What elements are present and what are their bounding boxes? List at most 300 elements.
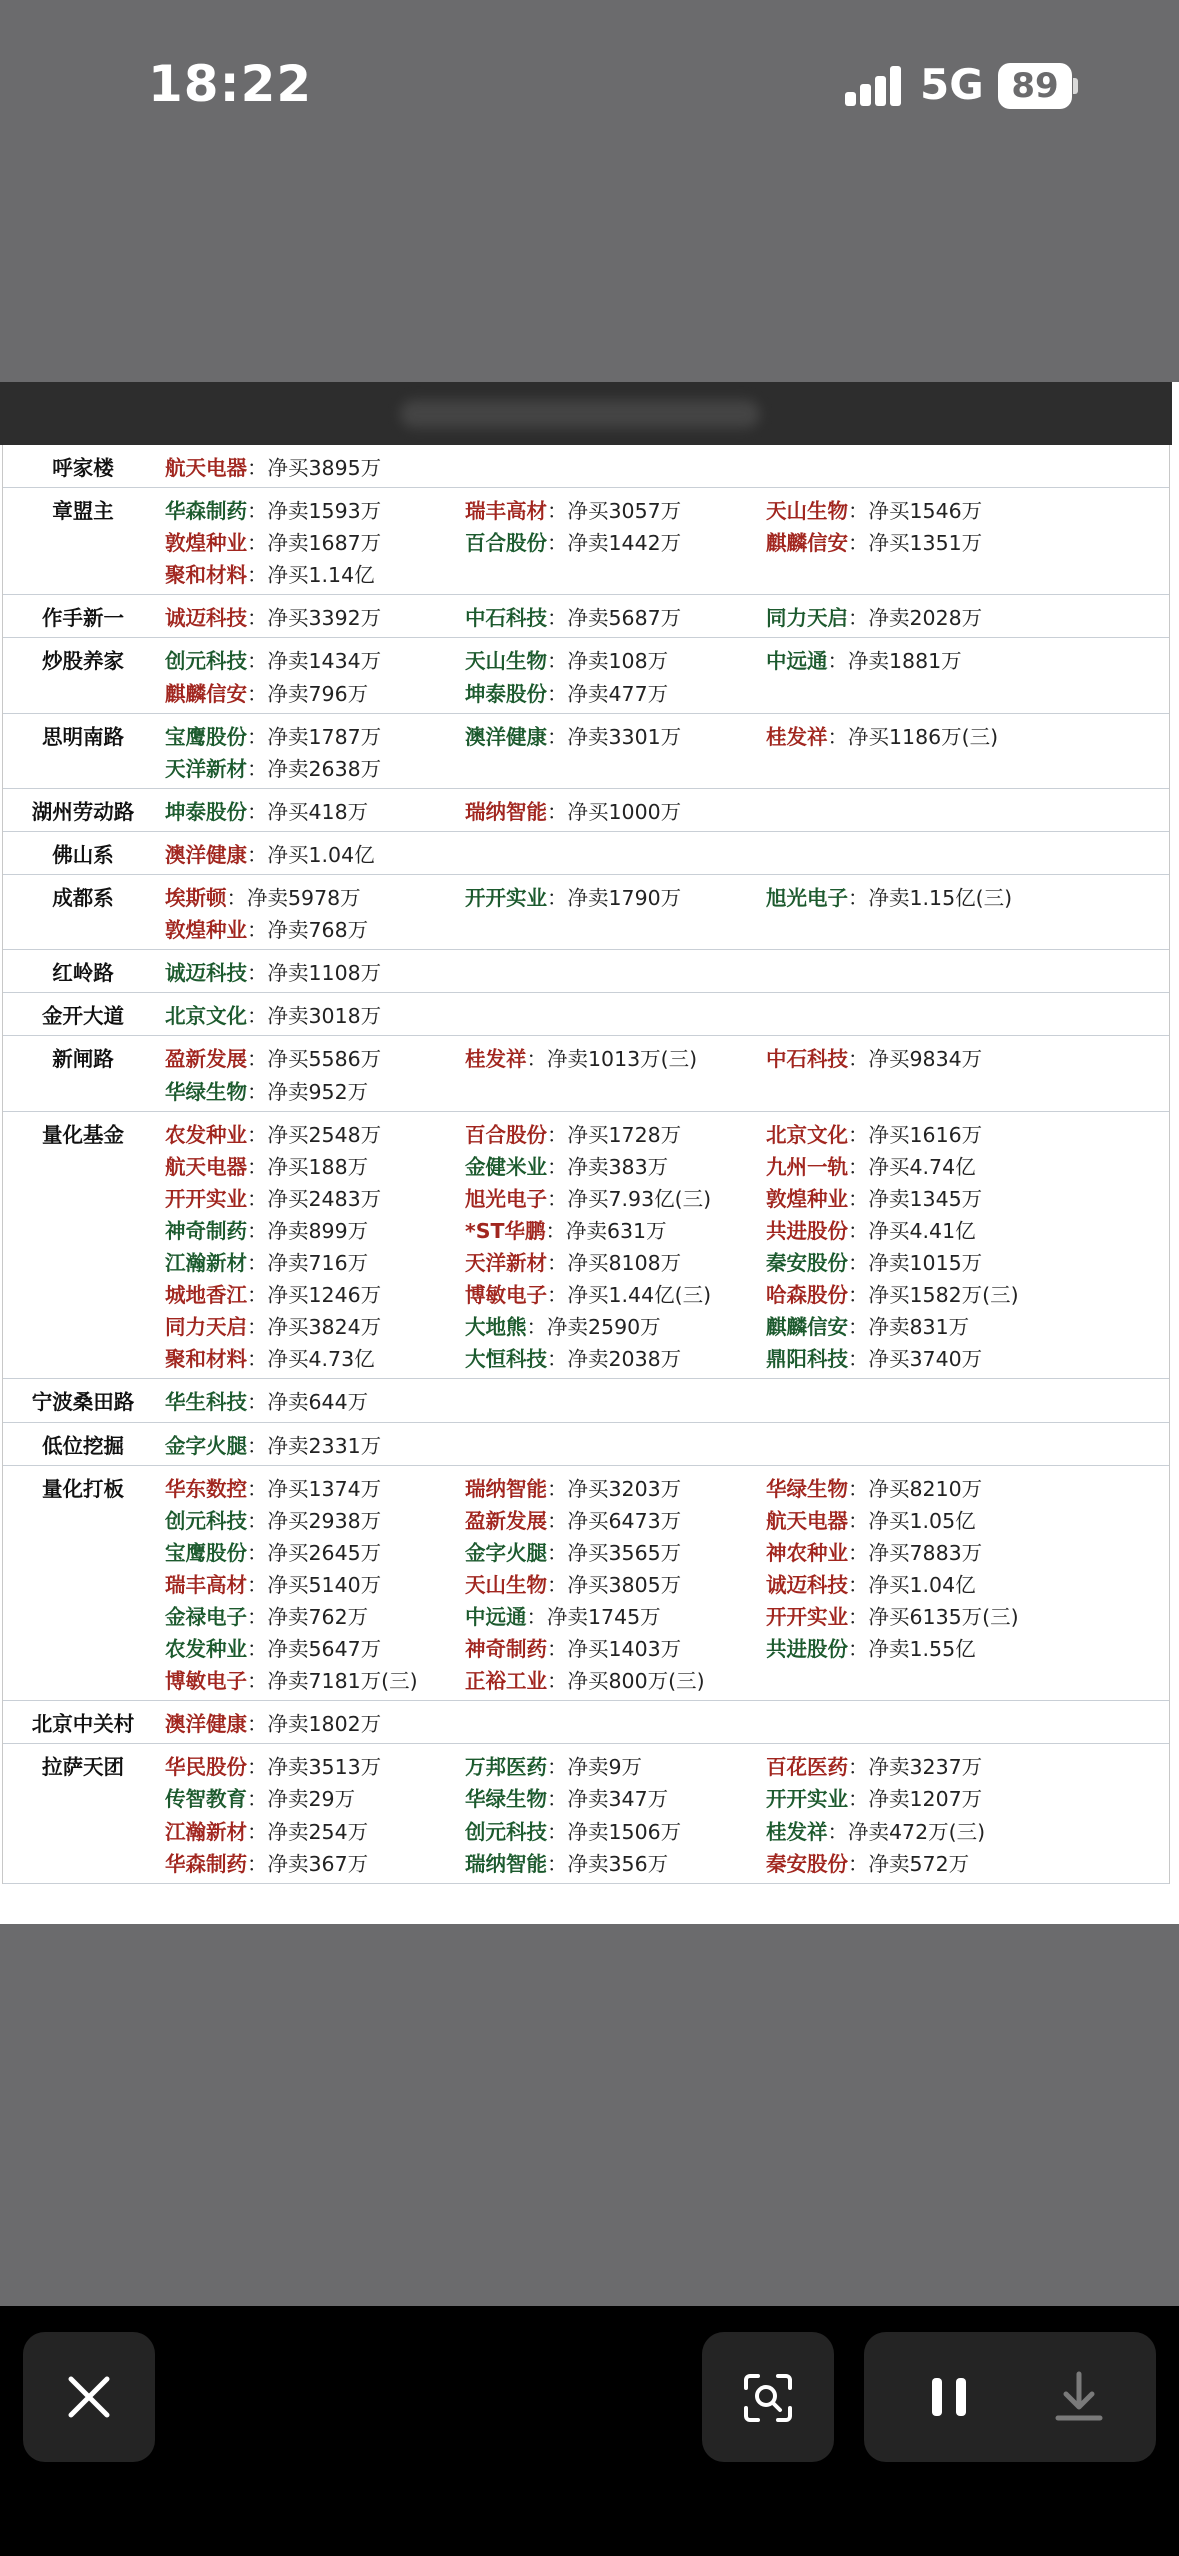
stock-name: 桂发祥 — [766, 724, 828, 749]
table-row — [3, 714, 1169, 789]
stock-entry — [465, 1278, 711, 1308]
separator: ： — [247, 1390, 268, 1415]
stock-name: 桂发祥 — [465, 1047, 527, 1072]
net-value: 净买3392万 — [267, 606, 382, 631]
net-value: 净卖1442万 — [567, 531, 682, 556]
stock-name: 瑞纳智能 — [465, 1476, 547, 1501]
separator: ： — [247, 1047, 268, 1072]
battery-level: 89 — [1011, 66, 1059, 106]
separator: ： — [247, 1787, 268, 1812]
net-value: 净买1186万(三) — [848, 724, 999, 749]
stock-name: 桂发祥 — [766, 1819, 828, 1844]
group-name: 金开大道 — [42, 1004, 124, 1029]
net-value: 净买1.44亿(三) — [567, 1283, 712, 1308]
stock-entry — [165, 1707, 381, 1737]
net-value: 净卖1790万 — [567, 886, 682, 911]
stock-entry — [465, 1568, 681, 1598]
separator: ： — [547, 1476, 568, 1501]
separator: ： — [848, 1604, 869, 1629]
stock-entry — [165, 1664, 418, 1694]
net-value: 净买1.04亿 — [868, 1572, 976, 1597]
net-value: 净卖347万 — [567, 1787, 669, 1812]
stock-name: 天山生物 — [465, 1572, 547, 1597]
pause-icon — [914, 2362, 984, 2432]
net-value: 净卖716万 — [267, 1251, 369, 1275]
stock-name: 瑞丰高材 — [465, 499, 547, 524]
stock-name: 百合股份 — [465, 531, 547, 556]
stock-entry — [165, 1600, 368, 1630]
separator: ： — [827, 724, 848, 749]
separator: ： — [545, 1218, 566, 1243]
stock-name: 开开实业 — [165, 1186, 247, 1211]
net-value: 净买2483万 — [267, 1186, 382, 1211]
separator: ： — [848, 1540, 869, 1565]
stock-name: 鼎阳科技 — [766, 1347, 848, 1372]
net-value: 净买7.93亿(三) — [567, 1186, 712, 1211]
table-row — [3, 1701, 1169, 1744]
stock-entry — [766, 1042, 982, 1072]
stock-name: 大地熊 — [465, 1315, 527, 1340]
group-name: 成都系 — [52, 886, 114, 911]
stock-entry — [465, 720, 681, 750]
stock-entry — [766, 1214, 976, 1244]
stock-name: 博敏电子 — [165, 1669, 247, 1694]
separator: ： — [848, 1637, 869, 1662]
stock-name: 华绿生物 — [465, 1787, 547, 1812]
net-value: 净买9834万 — [868, 1047, 983, 1072]
stock-name: 秦安股份 — [766, 1851, 848, 1876]
stock-entry — [465, 1600, 661, 1630]
stock-entry — [165, 1214, 368, 1244]
separator: ： — [547, 1669, 568, 1694]
group-name: 低位挖掘 — [42, 1433, 124, 1458]
stock-entry — [465, 1504, 681, 1534]
net-value: 净买3805万 — [567, 1572, 682, 1597]
separator: ： — [547, 1637, 568, 1662]
stock-entry — [465, 1782, 668, 1812]
download-button[interactable] — [1044, 2362, 1114, 2432]
stock-entry — [165, 601, 381, 631]
stock-name: 创元科技 — [165, 649, 247, 674]
separator: ： — [247, 456, 268, 480]
net-value: 净买8108万 — [567, 1251, 682, 1275]
stock-name: 中远通 — [766, 649, 828, 674]
net-value: 净卖768万 — [267, 918, 369, 943]
group-name: 红岭路 — [52, 961, 114, 986]
stock-entry — [465, 677, 668, 707]
stock-name: 金字火腿 — [465, 1540, 547, 1565]
stock-name: 航天电器 — [165, 1154, 247, 1179]
separator: ： — [226, 886, 247, 911]
stock-name: 航天电器 — [766, 1508, 848, 1533]
group-name: 量化基金 — [42, 1122, 124, 1147]
stock-name: 坤泰股份 — [165, 799, 247, 824]
stock-entry — [465, 881, 681, 911]
stock-name: 哈森股份 — [766, 1283, 848, 1308]
separator: ： — [247, 1283, 268, 1308]
stock-name: 瑞纳智能 — [465, 1851, 547, 1876]
separator: ： — [848, 1787, 869, 1812]
stock-name: 旭光电子 — [766, 886, 848, 911]
table-row — [3, 1036, 1169, 1111]
separator: ： — [547, 681, 568, 706]
separator: ： — [247, 1669, 268, 1694]
stock-entry — [766, 644, 962, 674]
stock-name: 华绿生物 — [165, 1079, 247, 1104]
stock-entry — [465, 1342, 681, 1372]
stock-name: 瑞纳智能 — [465, 799, 547, 824]
net-value: 净买5586万 — [267, 1047, 382, 1072]
separator: ： — [526, 1315, 547, 1340]
stock-name: 博敏电子 — [465, 1283, 547, 1308]
stock-entry — [165, 1385, 368, 1415]
separator: ： — [848, 1186, 869, 1211]
stock-entry — [165, 677, 368, 707]
group-name: 佛山系 — [52, 842, 114, 867]
separator: ： — [247, 1251, 268, 1275]
separator: ： — [247, 1604, 268, 1629]
net-value: 净卖5978万 — [247, 886, 361, 911]
net-value: 净买1728万 — [567, 1122, 682, 1147]
stock-entry — [165, 1472, 381, 1502]
stock-entry — [465, 1150, 668, 1180]
stock-name: 澳洋健康 — [165, 1712, 247, 1737]
net-value: 净买6473万 — [567, 1508, 682, 1533]
stock-name: 金健米业 — [465, 1154, 547, 1179]
net-value: 净卖254万 — [267, 1819, 369, 1844]
stock-name: 聚和材料 — [165, 1347, 247, 1372]
separator: ： — [526, 1047, 547, 1072]
close-button[interactable] — [23, 2332, 155, 2462]
stock-entry — [465, 601, 681, 631]
net-value: 净卖472万(三) — [848, 1819, 986, 1844]
group-name: 新闸路 — [52, 1047, 114, 1072]
separator: ： — [848, 1218, 869, 1243]
stock-entry — [165, 1342, 375, 1372]
table-row — [3, 488, 1169, 595]
stock-name: 神农种业 — [766, 1540, 848, 1565]
net-value: 净卖1345万 — [868, 1186, 983, 1211]
net-value: 净卖644万 — [267, 1390, 369, 1415]
net-value: 净卖1108万 — [267, 961, 382, 986]
stock-name: *ST华鹏 — [465, 1218, 546, 1243]
stock-name: 华森制药 — [165, 499, 247, 524]
separator: ： — [547, 1154, 568, 1179]
net-value: 净卖831万 — [868, 1315, 970, 1340]
separator: ： — [247, 499, 268, 524]
separator: ： — [827, 1819, 848, 1844]
text-scan-button[interactable] — [702, 2332, 834, 2462]
stock-entry — [165, 1632, 381, 1662]
stock-entry — [465, 1042, 697, 1072]
net-value: 净卖367万 — [267, 1851, 369, 1876]
status-time: 18:22 — [148, 55, 313, 113]
table-row — [3, 789, 1169, 832]
stock-name: 华民股份 — [165, 1755, 247, 1780]
net-value: 净卖108万 — [567, 649, 669, 674]
separator: ： — [848, 1476, 869, 1501]
separator: ： — [247, 1755, 268, 1780]
stock-entry — [465, 1246, 681, 1276]
stock-name: 天洋新材 — [165, 756, 247, 781]
stock-name: 江瀚新材 — [165, 1819, 247, 1844]
separator: ： — [247, 1004, 268, 1029]
net-value: 净卖796万 — [267, 681, 369, 706]
separator: ： — [247, 1433, 268, 1458]
stock-entry — [165, 1429, 381, 1459]
table-row — [3, 445, 1169, 488]
stock-name: 华森制药 — [165, 1851, 247, 1876]
stock-name: 航天电器 — [165, 456, 247, 480]
stock-name: 大恒科技 — [465, 1347, 547, 1372]
stock-name: 天山生物 — [766, 499, 848, 524]
stock-entry — [165, 1568, 381, 1598]
table-row — [3, 1466, 1169, 1702]
stock-name: 澳洋健康 — [465, 724, 547, 749]
separator: ： — [247, 1572, 268, 1597]
separator: ： — [247, 842, 268, 867]
separator: ： — [848, 531, 869, 556]
stock-name: 中远通 — [465, 1604, 527, 1629]
separator: ： — [247, 1154, 268, 1179]
stock-entry — [465, 494, 681, 524]
net-value: 净卖952万 — [267, 1079, 369, 1104]
net-value: 净卖3301万 — [567, 724, 682, 749]
net-value: 净卖1013万(三) — [547, 1047, 698, 1072]
separator: ： — [247, 563, 268, 588]
stock-name: 宝鹰股份 — [165, 1540, 247, 1565]
net-value: 净卖3018万 — [267, 1004, 382, 1029]
stock-name: 麒麟信安 — [766, 1315, 848, 1340]
net-value: 净买7883万 — [868, 1540, 983, 1565]
stock-name: 共进股份 — [766, 1637, 848, 1662]
separator: ： — [848, 1755, 869, 1780]
net-value: 净买3565万 — [567, 1540, 682, 1565]
net-value: 净买1616万 — [868, 1122, 983, 1147]
stock-name: 瑞丰高材 — [165, 1572, 247, 1597]
stock-name: 开开实业 — [766, 1787, 848, 1812]
group-name: 呼家楼 — [52, 456, 114, 480]
net-value: 净买3740万 — [868, 1347, 983, 1372]
net-value: 净买1246万 — [267, 1283, 382, 1308]
net-value: 净卖1687万 — [267, 531, 382, 556]
separator: ： — [848, 1851, 869, 1876]
signal-icon — [845, 66, 903, 106]
stock-entry — [165, 451, 381, 481]
playback-controls — [864, 2332, 1156, 2462]
stock-entry — [165, 526, 381, 556]
separator: ： — [547, 531, 568, 556]
stock-name: 中石科技 — [465, 606, 547, 631]
net-value: 净买4.41亿 — [868, 1218, 976, 1243]
stock-entry — [465, 526, 681, 556]
net-value: 净卖1506万 — [567, 1819, 682, 1844]
stock-entry — [165, 1278, 381, 1308]
stock-name: 北京文化 — [165, 1004, 247, 1029]
stock-entry — [165, 1118, 381, 1148]
stock-name: 创元科技 — [465, 1819, 547, 1844]
separator: ： — [247, 531, 268, 556]
stock-entry — [165, 1182, 381, 1212]
stock-name: 敦煌种业 — [766, 1186, 848, 1211]
separator: ： — [827, 649, 848, 674]
net-value: 净卖383万 — [567, 1154, 669, 1179]
stock-entry — [165, 558, 375, 588]
net-value: 净买2548万 — [267, 1122, 382, 1147]
separator: ： — [547, 1819, 568, 1844]
stock-entry — [165, 956, 381, 986]
stock-name: 天洋新材 — [465, 1251, 547, 1275]
net-value: 净卖1745万 — [547, 1604, 661, 1629]
separator: ： — [848, 1283, 869, 1308]
image-header — [0, 382, 1172, 445]
net-value: 净买188万 — [267, 1154, 369, 1179]
stock-entry — [766, 1632, 976, 1662]
stock-name: 九州一轨 — [766, 1154, 848, 1179]
separator: ： — [247, 1508, 268, 1533]
stock-entry — [465, 1536, 681, 1566]
separator: ： — [547, 1572, 568, 1597]
stock-name: 中石科技 — [766, 1047, 848, 1072]
net-value: 净买1000万 — [567, 799, 682, 824]
stock-name: 正裕工业 — [465, 1669, 547, 1694]
separator: ： — [547, 799, 568, 824]
stock-entry — [766, 1472, 982, 1502]
separator: ： — [848, 1347, 869, 1372]
stock-name: 江瀚新材 — [165, 1251, 247, 1275]
net-value: 净卖7181万(三) — [267, 1669, 418, 1694]
stock-name: 坤泰股份 — [465, 681, 547, 706]
net-value: 净卖2590万 — [547, 1315, 661, 1340]
stock-name: 同力天启 — [165, 1315, 247, 1340]
separator: ： — [247, 1347, 268, 1372]
separator: ： — [247, 1637, 268, 1662]
stock-entry — [766, 1182, 982, 1212]
stock-entry — [465, 1182, 711, 1212]
stock-name: 华生科技 — [165, 1390, 247, 1415]
stock-entry — [165, 999, 381, 1029]
stock-entry — [766, 601, 982, 631]
separator: ： — [247, 1079, 268, 1104]
net-value: 净买800万(三) — [567, 1669, 705, 1694]
separator: ： — [848, 1154, 869, 1179]
separator: ： — [526, 1604, 547, 1629]
separator: ： — [547, 1787, 568, 1812]
stock-name: 金字火腿 — [165, 1433, 247, 1458]
net-value: 净买1546万 — [868, 499, 983, 524]
separator: ： — [547, 724, 568, 749]
stock-entry — [165, 1042, 381, 1072]
net-value: 净买4.73亿 — [267, 1347, 375, 1372]
stock-name: 农发种业 — [165, 1122, 247, 1147]
stock-entry — [766, 1750, 982, 1780]
stock-entry — [766, 881, 1012, 911]
stock-entry — [165, 752, 381, 782]
stock-name: 同力天启 — [766, 606, 848, 631]
net-value: 净卖356万 — [567, 1851, 669, 1876]
net-value: 净买8210万 — [868, 1476, 983, 1501]
close-icon — [67, 2375, 111, 2419]
net-value: 净卖1.15亿(三) — [868, 886, 1013, 911]
net-value: 净买5140万 — [267, 1572, 382, 1597]
group-name: 量化打板 — [42, 1476, 124, 1501]
stock-entry — [766, 1568, 976, 1598]
net-value: 净卖477万 — [567, 681, 669, 706]
table-row — [3, 875, 1169, 950]
stock-name: 诚迈科技 — [165, 606, 247, 631]
separator: ： — [848, 1508, 869, 1533]
stock-name: 共进股份 — [766, 1218, 848, 1243]
net-value: 净卖1593万 — [267, 499, 382, 524]
stock-entry — [165, 494, 381, 524]
net-value: 净卖899万 — [267, 1218, 369, 1243]
net-value: 净卖3237万 — [868, 1755, 983, 1780]
stock-entry — [165, 1246, 368, 1276]
net-value: 净卖2638万 — [267, 756, 382, 781]
stock-name: 华绿生物 — [766, 1476, 848, 1501]
net-value: 净卖5647万 — [267, 1637, 382, 1662]
stock-name: 聚和材料 — [165, 563, 247, 588]
net-value: 净卖1802万 — [267, 1712, 382, 1737]
separator: ： — [247, 1122, 268, 1147]
stock-name: 万邦医药 — [465, 1755, 547, 1780]
stock-entry — [165, 720, 381, 750]
stock-entry — [165, 1815, 368, 1845]
separator: ： — [547, 1283, 568, 1308]
net-value: 净卖1015万 — [868, 1251, 983, 1275]
net-value: 净买1.05亿 — [868, 1508, 976, 1533]
group-name: 宁波桑田路 — [31, 1390, 135, 1415]
stock-entry — [465, 1815, 681, 1845]
stock-name: 麒麟信安 — [165, 681, 247, 706]
status-bar — [0, 0, 1179, 190]
stock-entry — [766, 1278, 1019, 1308]
stock-name: 开开实业 — [766, 1604, 848, 1629]
net-value: 净卖1207万 — [868, 1787, 983, 1812]
separator: ： — [547, 1851, 568, 1876]
separator: ： — [848, 1122, 869, 1147]
table-row — [3, 993, 1169, 1036]
stock-name: 澳洋健康 — [165, 842, 247, 867]
separator: ： — [547, 1251, 568, 1275]
separator: ： — [547, 1347, 568, 1372]
stock-entry — [766, 1782, 982, 1812]
group-name: 章盟主 — [52, 499, 114, 524]
stock-name: 诚迈科技 — [766, 1572, 848, 1597]
net-value: 净卖1.55亿 — [868, 1637, 976, 1662]
net-value: 净卖2038万 — [567, 1347, 682, 1372]
net-value: 净卖1434万 — [267, 649, 382, 674]
separator: ： — [247, 1186, 268, 1211]
net-value: 净卖1787万 — [267, 724, 382, 749]
stock-entry — [766, 494, 982, 524]
network-type: 5G — [920, 60, 984, 109]
pause-button[interactable] — [914, 2362, 984, 2432]
net-value: 净买1374万 — [267, 1476, 382, 1501]
net-value: 净买4.74亿 — [868, 1154, 976, 1179]
separator: ： — [547, 1540, 568, 1565]
stock-entry — [465, 1472, 681, 1502]
stock-entry — [465, 644, 668, 674]
stock-name: 敦煌种业 — [165, 918, 247, 943]
stock-entry — [165, 1150, 368, 1180]
separator: ： — [547, 1122, 568, 1147]
separator: ： — [247, 918, 268, 943]
net-value: 净卖5687万 — [567, 606, 682, 631]
stock-entry — [165, 1504, 381, 1534]
stock-entry — [165, 1750, 381, 1780]
stock-name: 敦煌种业 — [165, 531, 247, 556]
